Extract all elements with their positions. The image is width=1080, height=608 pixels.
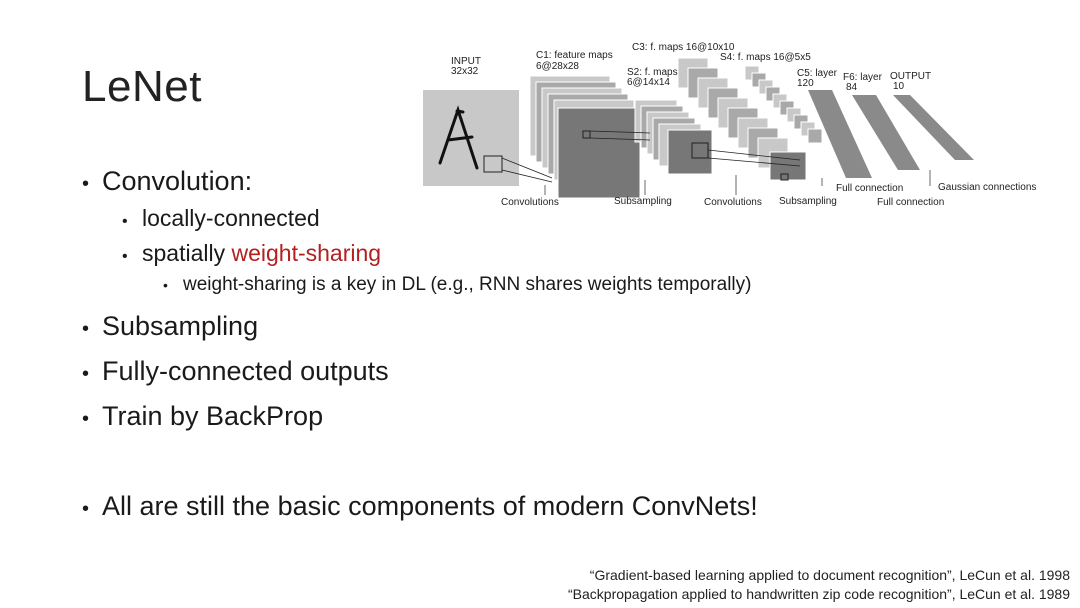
bullet-fully-connected — [82, 356, 389, 387]
citation-1989: “Backpropagation applied to handwritten zip code recognition”, LeCun et al. 1989 — [568, 586, 1070, 602]
bullet-dot: • — [82, 408, 90, 430]
f6-size-label: 84 — [846, 82, 858, 93]
bullet-dot: • — [82, 318, 90, 340]
bullet-text: Subsampling — [102, 311, 259, 341]
s2-feature-maps — [635, 100, 712, 174]
bullet-text: All are still the basic components of modern ConvNets! — [102, 491, 758, 521]
c1-size-label: 6@28x28 — [536, 61, 579, 72]
weight-sharing-highlight: weight-sharing — [231, 240, 382, 266]
s4-label: S4: f. maps 16@5x5 — [720, 52, 811, 63]
input-size-label: 32x32 — [451, 66, 479, 77]
bullet-dot: • — [82, 363, 90, 385]
c3-label: C3: f. maps 16@10x10 — [632, 42, 735, 53]
c5-size-label: 120 — [797, 78, 814, 89]
bullet-dot: • — [122, 248, 128, 265]
full-connection-label-2: Full connection — [877, 197, 945, 208]
spatially-text: spatially — [142, 240, 232, 266]
bullet-dot: • — [82, 498, 90, 520]
f6-name-label: F6: layer — [843, 72, 882, 83]
bullet-weight-sharing — [122, 240, 381, 267]
input-name-label: INPUT — [451, 56, 481, 67]
bullet-text: Fully-connected outputs — [102, 356, 389, 386]
bullet-subsampling — [82, 311, 258, 342]
s2-size-label: 6@14x14 — [627, 77, 670, 88]
convolutions-label-2: Convolutions — [704, 197, 762, 208]
s2-name-label: S2: f. maps — [627, 67, 678, 78]
slide-title: LeNet — [82, 62, 202, 111]
subsampling-label-2: Subsampling — [779, 196, 837, 207]
subsampling-label-1: Subsampling — [614, 196, 672, 207]
bullet-modern-convnets — [82, 491, 758, 522]
gaussian-connections-label: Gaussian connections — [938, 182, 1037, 193]
citations — [568, 566, 1070, 604]
citation-1998: “Gradient-based learning applied to document recognition”, LeCun et al. 1998 — [589, 567, 1070, 583]
c1-name-label: C1: feature maps — [536, 50, 613, 61]
c1-feature-maps — [530, 76, 640, 198]
bullet-backprop — [82, 401, 323, 432]
bullet-dot: • — [122, 213, 128, 230]
bullet-weight-sharing-note — [163, 274, 751, 296]
output-size-label: 10 — [893, 81, 905, 92]
convolutions-label-1: Convolutions — [501, 197, 559, 208]
bullet-dot: • — [82, 173, 90, 195]
output-name-label: OUTPUT — [890, 71, 932, 82]
bullet-dot: • — [163, 277, 168, 293]
full-connection-label-1: Full connection — [836, 183, 904, 194]
bullet-locally-connected — [122, 205, 320, 232]
c5-name-label: C5: layer — [797, 68, 838, 79]
bullet-text: Convolution: — [102, 166, 253, 196]
bullet-text: locally-connected — [142, 205, 320, 231]
bullet-convolution — [82, 166, 252, 197]
bullet-text — [142, 240, 381, 267]
bullet-text: weight-sharing is a key in DL (e.g., RNN shares weights temporally) — [183, 274, 752, 295]
bullet-text: Train by BackProp — [102, 401, 324, 431]
